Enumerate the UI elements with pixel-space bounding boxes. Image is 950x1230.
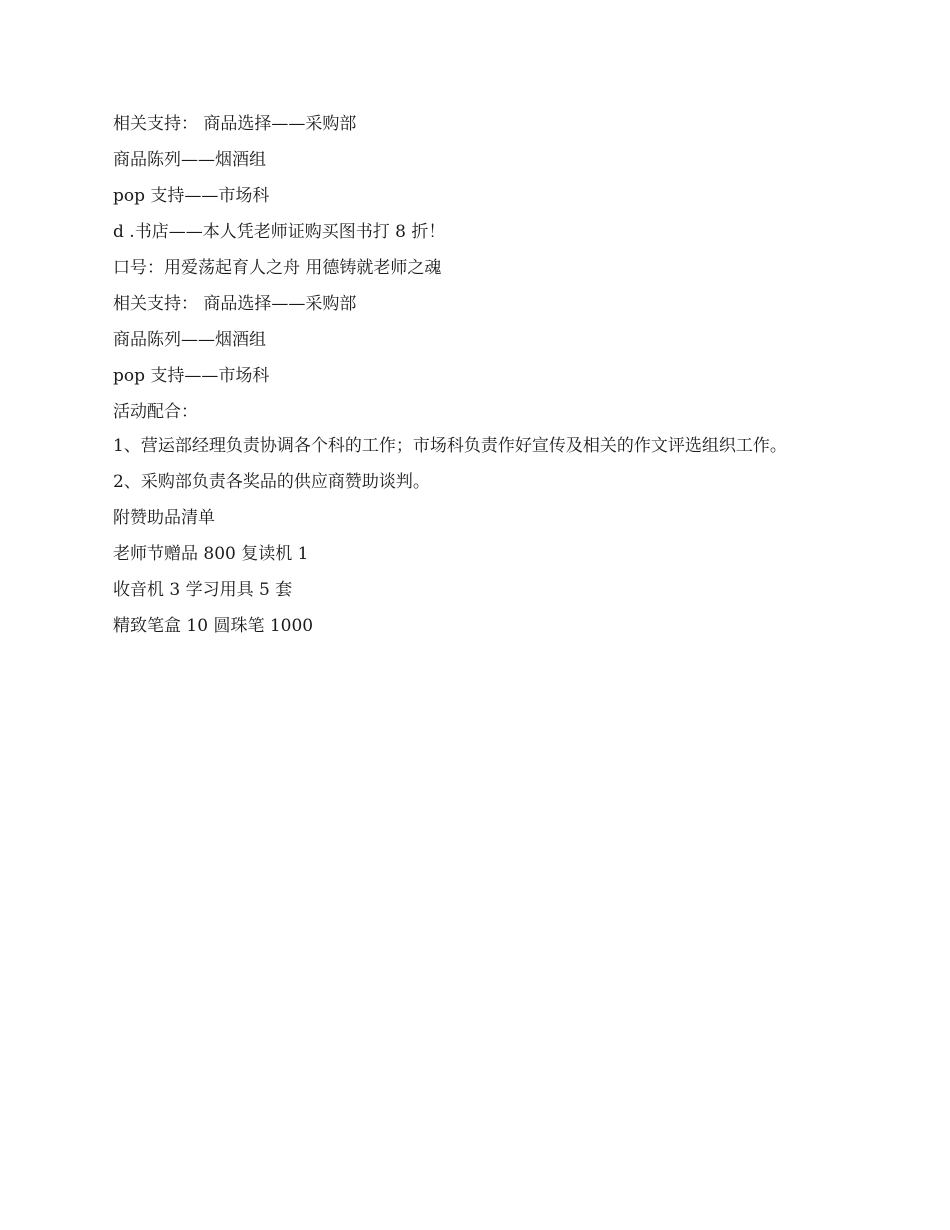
paragraph-support-procurement-2: 相关支持： 商品选择——采购部 — [113, 294, 357, 314]
paragraph-pen-boxes: 精致笔盒 10 圆珠笔 1000 — [113, 616, 314, 636]
paragraph-activity-coordination: 活动配合： — [113, 402, 198, 422]
paragraph-teachers-day-gifts: 老师节赠品 800 复读机 1 — [113, 544, 309, 564]
paragraph-bookstore-discount: d .书店——本人凭老师证购买图书打 8 折！ — [113, 222, 446, 242]
paragraph-operations-manager: 1、营运部经理负责协调各个科的工作；市场科负责作好宣传及相关的作文评选组织工作。 — [113, 436, 787, 456]
paragraph-display-tobacco-2: 商品陈列——烟酒组 — [113, 330, 266, 350]
paragraph-sponsor-list-heading: 附赞助品清单 — [113, 508, 215, 528]
paragraph-pop-marketing: pop 支持——市场科 — [113, 186, 270, 206]
paragraph-support-procurement: 相关支持： 商品选择——采购部 — [113, 114, 357, 134]
paragraph-slogan: 口号：用爱荡起育人之舟 用德铸就老师之魂 — [113, 258, 442, 278]
paragraph-radio-supplies: 收音机 3 学习用具 5 套 — [113, 580, 293, 600]
document-body — [113, 112, 823, 650]
paragraph-pop-marketing-2: pop 支持——市场科 — [113, 366, 270, 386]
paragraph-procurement-sponsor: 2、采购部负责各奖品的供应商赞助谈判。 — [113, 472, 430, 492]
paragraph-display-tobacco: 商品陈列——烟酒组 — [113, 150, 266, 170]
